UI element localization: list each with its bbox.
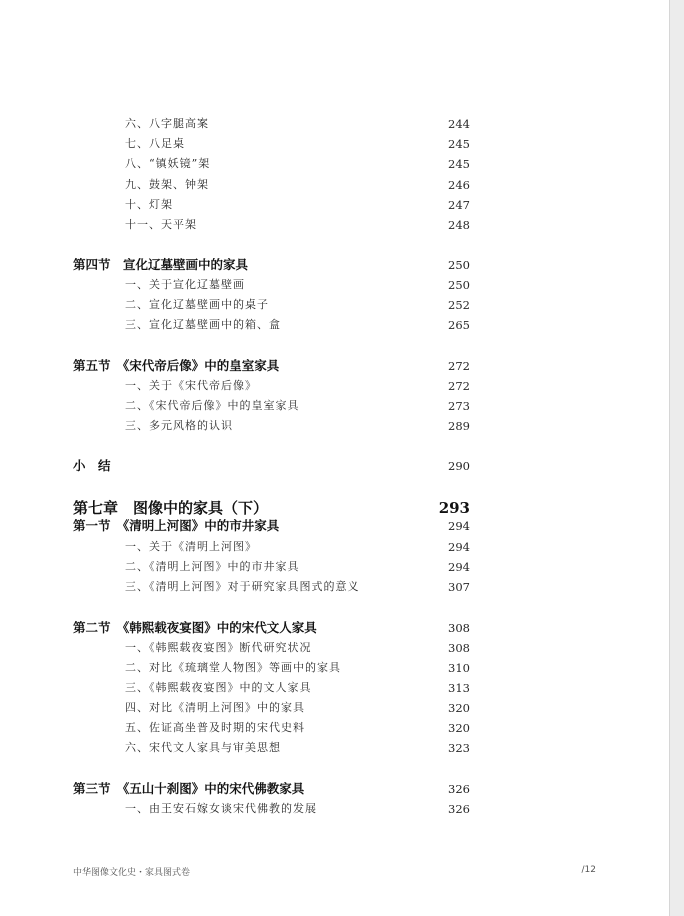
- toc-subsection-entry: [0, 738, 669, 758]
- toc-entry-page-number: 308: [448, 641, 470, 655]
- toc-entry-title: 二、《宋代帝后像》中的皇室家具: [125, 399, 300, 412]
- toc-subsection-entry: [0, 175, 669, 195]
- toc-entry-page-number: 310: [448, 661, 470, 675]
- toc-entry-page-number: 246: [448, 178, 470, 192]
- toc-entry-page-number: 326: [448, 802, 470, 816]
- toc-entry-page-number: 244: [448, 117, 470, 131]
- toc-entry-title: 九、鼓架、钟架: [125, 178, 209, 191]
- toc-entry-title: 六、八字腿高案: [125, 117, 209, 130]
- toc-entry-page-number: 294: [448, 560, 470, 574]
- toc-entry-title: 三、宣化辽墓壁画中的箱、盒: [125, 318, 281, 331]
- toc-subsection-entry: [0, 315, 669, 335]
- toc-entry-page-number: 326: [448, 782, 470, 796]
- toc-subsection-entry: [0, 114, 669, 134]
- toc-subsection-entry: [0, 718, 669, 738]
- toc-subsection-entry: [0, 295, 669, 315]
- toc-subsection-entry: [0, 698, 669, 718]
- toc-subsection-entry: [0, 134, 669, 154]
- footer-book-title: 中华图像文化史・家具图式卷: [73, 868, 191, 878]
- toc-entry-page-number: 308: [448, 621, 470, 635]
- toc-subsection-entry: [0, 658, 669, 678]
- toc-subsection-entry: [0, 275, 669, 295]
- toc-section-entry: [0, 779, 669, 799]
- toc-entry-page-number: 320: [448, 721, 470, 735]
- toc-entry-title: 二、宣化辽墓壁画中的桌子: [125, 298, 269, 311]
- toc-entry-title: 二、《清明上河图》中的市井家具: [125, 560, 300, 573]
- toc-subsection-entry: [0, 416, 669, 436]
- toc-entry-title: 一、关于宣化辽墓壁画: [125, 278, 245, 291]
- toc-entry-title: 三、《韩熙载夜宴图》中的文人家具: [125, 681, 312, 694]
- toc-entry-page-number: 250: [448, 258, 470, 272]
- toc-entry-title: 一、关于《宋代帝后像》: [125, 379, 257, 392]
- toc-subsection-entry: [0, 376, 669, 396]
- toc-subsection-entry: [0, 799, 669, 819]
- toc-subsection-entry: [0, 154, 669, 174]
- toc-entry-title: 二、对比《琉璃堂人物图》等画中的家具: [125, 661, 341, 674]
- toc-entry-title: 四、对比《清明上河图》中的家具: [125, 701, 305, 714]
- toc-entry-page-number: 294: [448, 519, 470, 533]
- toc-entry-page-number: 320: [448, 701, 470, 715]
- toc-entry-page-number: 290: [448, 459, 470, 473]
- toc-entry-page-number: 272: [448, 359, 470, 373]
- toc-entry-title: 第四节 宣化辽墓壁画中的家具: [73, 257, 249, 272]
- toc-entry-title: 十一、天平架: [125, 218, 197, 231]
- toc-entry-title: 第一节 《清明上河图》中的市井家具: [73, 518, 280, 533]
- toc-subsection-entry: [0, 678, 669, 698]
- toc-entry-title: 五、佐证高坐普及时期的宋代史料: [125, 721, 305, 734]
- toc-entry-page-number: 250: [448, 278, 470, 292]
- toc-subsection-entry: [0, 638, 669, 658]
- toc-subsection-entry: [0, 537, 669, 557]
- toc-entry-title: 一、由王安石嫁女谈宋代佛教的发展: [125, 802, 317, 815]
- toc-section-entry: [0, 255, 669, 275]
- toc-section-entry: [0, 516, 669, 536]
- toc-entry-page-number: 289: [448, 419, 470, 433]
- toc-entry-page-number: 273: [448, 399, 470, 413]
- toc-entry-page-number: 248: [448, 218, 470, 232]
- toc-entry-page-number: 245: [448, 157, 470, 171]
- toc-entry-page-number: 313: [448, 681, 470, 695]
- toc-entry-title: 十、灯架: [125, 198, 173, 211]
- toc-chapter-entry: [0, 498, 669, 518]
- toc-entry-title: 第三节 《五山十刹图》中的宋代佛教家具: [73, 781, 305, 796]
- toc-entry-page-number: 247: [448, 198, 470, 212]
- toc-entry-page-number: 294: [448, 540, 470, 554]
- footer-page-number: /12: [581, 865, 596, 875]
- toc-entry-title: 六、宋代文人家具与审美思想: [125, 741, 281, 754]
- toc-subsection-entry: [0, 215, 669, 235]
- toc-entry-title: 八、“镇妖镜”架: [125, 157, 211, 170]
- toc-entry-title: 小 结: [73, 458, 111, 473]
- toc-entry-page-number: 252: [448, 298, 470, 312]
- toc-subsection-entry: [0, 577, 669, 597]
- toc-entry-title: 第七章 图像中的家具（下）: [73, 499, 269, 517]
- toc-entry-page-number: 245: [448, 137, 470, 151]
- toc-entry-title: 一、关于《清明上河图》: [125, 540, 257, 553]
- toc-entry-title: 一、《韩熙载夜宴图》断代研究状况: [125, 641, 312, 654]
- toc-entry-title: 七、八足桌: [125, 137, 185, 150]
- toc-entry-title: 三、多元风格的认识: [125, 419, 233, 432]
- toc-section-entry: [0, 356, 669, 376]
- toc-subsection-entry: [0, 396, 669, 416]
- toc-section-entry: [0, 456, 669, 476]
- page-edge: [669, 0, 684, 916]
- toc-entry-page-number: 265: [448, 318, 470, 332]
- toc-entry-page-number: 272: [448, 379, 470, 393]
- toc-subsection-entry: [0, 557, 669, 577]
- toc-entry-title: 三、《清明上河图》对于研究家具图式的意义: [125, 580, 360, 593]
- toc-entry-page-number: 323: [448, 741, 470, 755]
- toc-subsection-entry: [0, 195, 669, 215]
- toc-section-entry: [0, 618, 669, 638]
- toc-entry-title: 第五节 《宋代帝后像》中的皇室家具: [73, 358, 280, 373]
- toc-entry-page-number: 307: [448, 580, 470, 594]
- toc-entry-page-number: 293: [438, 499, 470, 517]
- toc-entry-title: 第二节 《韩熙载夜宴图》中的宋代文人家具: [73, 620, 317, 635]
